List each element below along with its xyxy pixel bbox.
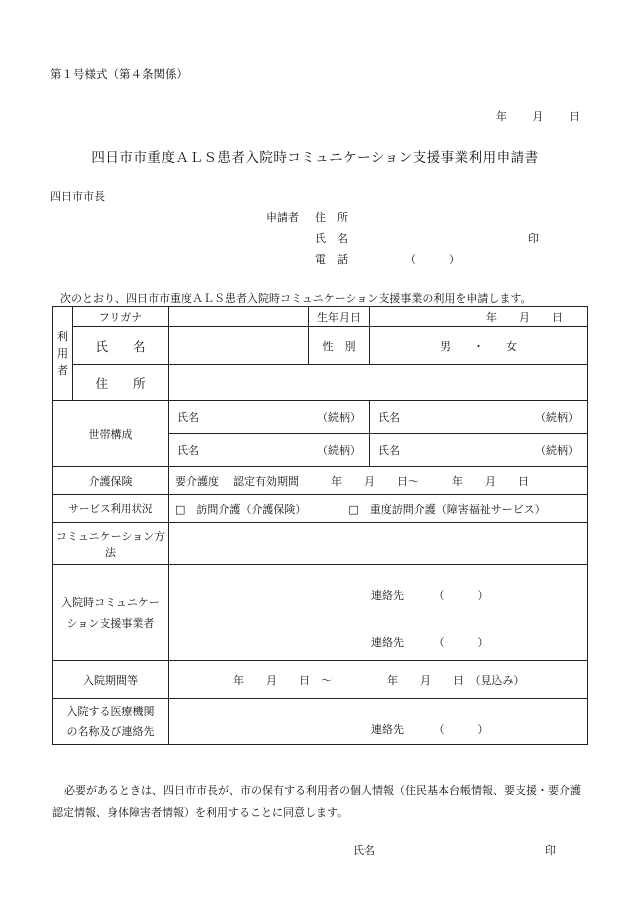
applicant-address-label: 住 所 [315, 211, 348, 224]
household-member-3[interactable] [169, 434, 370, 467]
contact-paren: （ ） [433, 588, 489, 602]
household-name-label: 氏名 [177, 411, 199, 424]
contact-paren: （ ） [433, 636, 489, 650]
date-day-label: 日 [569, 110, 580, 123]
document-title: 四日市市重度ＡＬＳ患者入院時コミュニケーション支援事業利用申請書 [91, 150, 539, 166]
intro-text: 次のとおり、四日市市重度ＡＬＳ患者入院時コミュニケーション支援事業の利用を申請します。 [60, 292, 532, 305]
hospital-field[interactable] [169, 699, 588, 745]
service-usage-label: サービス利用状況 [53, 495, 169, 523]
user-label-char: 者 [57, 364, 68, 377]
hospital-label-line2: の名称及び連絡先 [66, 724, 155, 738]
cert-period-value: 年 月 日～ 年 月 日 [331, 474, 529, 488]
name-field[interactable] [169, 327, 309, 365]
communication-method-field[interactable] [169, 523, 588, 565]
date-month-label: 月 [532, 110, 544, 123]
household-relation-label: （続柄） [317, 444, 361, 457]
user-label-char: 利 [57, 330, 68, 343]
consent-text: 必要があるときは、四日市市長が、市の保有する利用者の個人情報（住民基本台帳情報、要支援・要介護認定情報、身体障害者情報）を利用することに同意します。 [52, 784, 581, 819]
household-name-label: 氏名 [378, 444, 400, 457]
applicant-phone-paren: （ ） [405, 253, 460, 266]
address-label: 住 所 [73, 365, 169, 401]
household-member-2[interactable] [370, 401, 588, 434]
applicant-label: 申請者 [266, 211, 299, 224]
hospital-label-line1: 入院する医療機関 [66, 704, 155, 718]
service-option-home-care[interactable]: □ 訪問介護（介護保険） [175, 502, 307, 516]
applicant-seal: 印 [528, 232, 539, 245]
user-label [53, 307, 73, 401]
user-label-char: 用 [57, 347, 68, 360]
date-year-label: 年 [496, 110, 507, 123]
household-relation-label: （続柄） [317, 411, 361, 424]
birthdate-field[interactable]: 年 月 日 [370, 307, 588, 327]
household-relation-label: （続柄） [535, 411, 579, 424]
household-member-1[interactable] [169, 401, 370, 434]
contact-label: 連絡先 [371, 722, 404, 736]
furigana-field[interactable] [169, 307, 309, 327]
contact-label: 連絡先 [371, 636, 404, 650]
addressee: 四日市市長 [50, 190, 105, 203]
communication-method-label: コミュニケーション方法 [53, 523, 169, 565]
care-insurance-label: 介護保険 [53, 467, 169, 495]
supporter-field-2[interactable] [169, 613, 588, 661]
care-level-label: 要介護度 [175, 474, 219, 488]
household-member-4[interactable] [370, 434, 588, 467]
contact-paren: （ ） [433, 722, 489, 736]
supporter-label [53, 565, 169, 661]
supporter-field-1[interactable] [169, 565, 588, 613]
applicant-name-label: 氏 名 [315, 232, 348, 245]
supporter-label-line2: ション支援事業者 [66, 616, 155, 630]
service-option-severe-home-care[interactable]: □ 重度訪問介護（障害福祉サービス） [348, 502, 546, 516]
care-insurance-field[interactable] [169, 467, 588, 495]
gender-label: 性 別 [309, 327, 370, 365]
signature-name-label: 氏名 [353, 844, 375, 857]
birthdate-label: 生年月日 [309, 307, 370, 327]
date-line [496, 108, 580, 124]
household-relation-label: （続柄） [535, 444, 579, 457]
name-label: 氏 名 [73, 327, 169, 365]
supporter-label-line1: 入院時コミュニケー [61, 595, 160, 609]
stay-period-field[interactable] [169, 661, 588, 699]
stay-period-label: 入院期間等 [53, 661, 169, 699]
address-field[interactable] [169, 365, 588, 401]
form-number: 第１号様式（第４条関係） [50, 67, 188, 81]
hospital-label [53, 699, 169, 745]
application-table [52, 306, 588, 745]
household-name-label: 氏名 [378, 411, 400, 424]
furigana-label: フリガナ [73, 307, 169, 327]
household-label: 世帯構成 [53, 401, 169, 467]
applicant-phone-label: 電 話 [315, 253, 348, 266]
cert-period-label: 認定有効期間 [233, 474, 299, 488]
signature-seal: 印 [545, 844, 556, 857]
service-usage-field [169, 495, 588, 523]
contact-label: 連絡先 [371, 588, 404, 602]
stay-period-value: 年 月 日 ～ 年 月 日 （見込み） [233, 673, 525, 687]
household-name-label: 氏名 [177, 444, 199, 457]
gender-field[interactable]: 男 ・ 女 [370, 327, 588, 365]
